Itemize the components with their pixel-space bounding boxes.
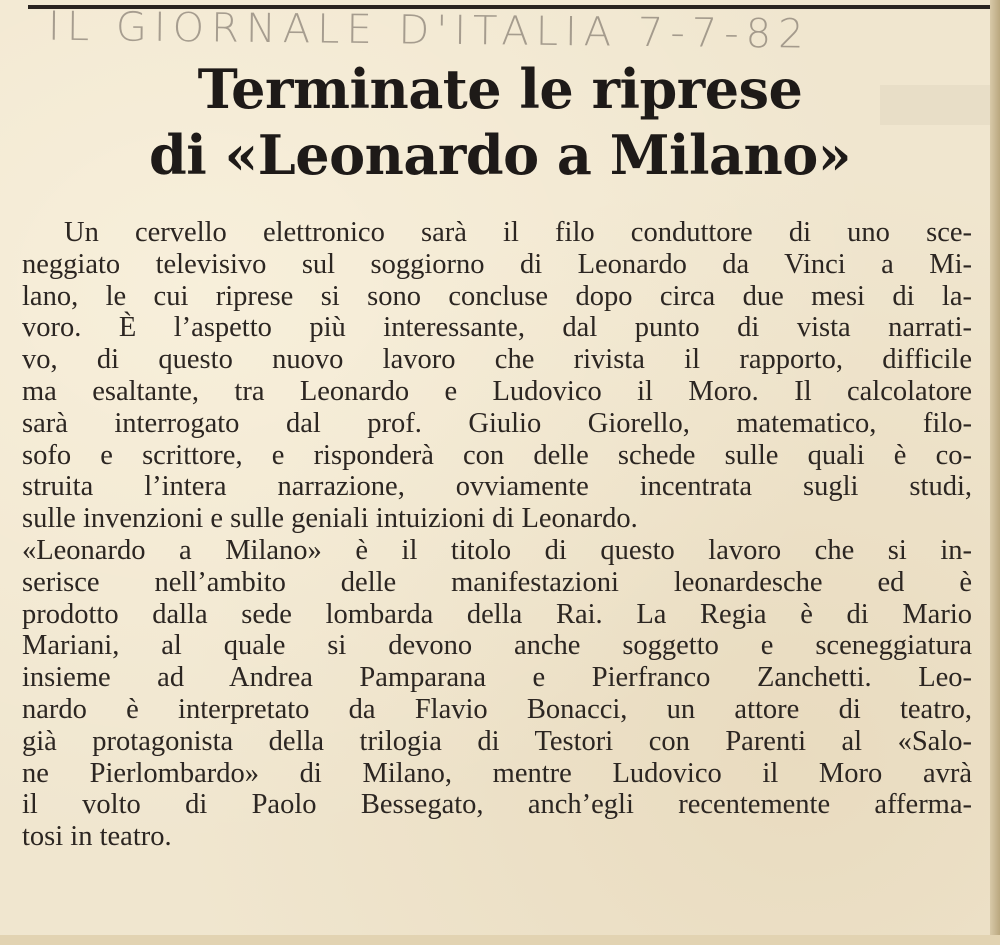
body-line: ma esaltante, tra Leonardo e Ludovico il Moro. Il calcolatore: [22, 375, 972, 407]
body-line: struita l’intera narrazione, ovviamente incentrata sugli studi,: [22, 471, 972, 503]
body-line: sulle invenzioni e sulle geniali intuizioni di Leonardo.: [22, 503, 638, 535]
paper-edge-bottom: [0, 935, 1000, 945]
body-line: Un cervello elettronico sarà il filo conduttore di uno sce-: [64, 217, 972, 248]
body-line: sarà interrogato dal prof. Giulio Giorello, matematico, filo-: [22, 407, 972, 439]
article-body: [22, 217, 972, 853]
body-line: «Leonardo a Milano» è il titolo di questo lavoro che si in-: [22, 534, 972, 566]
body-line: voro. È l’aspetto più interessante, dal punto di vista narrati-: [22, 312, 972, 344]
body-line: serisce nell’ambito delle manifestazioni leonardesche ed è: [22, 566, 972, 598]
body-line: ne Pierlombardo» di Milano, mentre Ludovico il Moro avrà: [22, 757, 972, 789]
body-line: sofo e scrittore, e risponderà con delle schede sulle quali è co-: [22, 439, 972, 471]
body-line: già protagonista della trilogia di Testori con Parenti al «Salo-: [22, 725, 972, 757]
body-line: neggiato televisivo sul soggiorno di Leonardo da Vinci a Mi-: [22, 248, 972, 280]
handwritten-source-note: IL GIORNALE D'ITALIA 7-7-82: [47, 3, 811, 58]
body-line: prodotto dalla sede lombarda della Rai. La Regia è di Mario: [22, 598, 972, 630]
body-line: nardo è interpretato da Flavio Bonacci, un attore di teatro,: [22, 693, 972, 725]
body-line: vo, di questo nuovo lavoro che rivista il rapporto, difficile: [22, 344, 972, 376]
body-line: lano, le cui riprese si sono concluse dopo circa due mesi di la-: [22, 280, 972, 312]
body-line: Mariani, al quale si devono anche soggetto e sceneggiatura: [22, 630, 972, 662]
article-headline: [60, 56, 940, 188]
headline-line-2: di «Leonardo a Milano»: [148, 123, 852, 187]
headline-line-1: Terminate le riprese: [197, 57, 803, 121]
body-line: insieme ad Andrea Pamparana e Pierfranco Zanchetti. Leo-: [22, 662, 972, 694]
paper-edge-right: [990, 0, 1000, 945]
body-line: il volto di Paolo Bessegato, anch’egli recentemente afferma-: [22, 789, 972, 821]
body-line: tosi in teatro.: [22, 821, 172, 853]
